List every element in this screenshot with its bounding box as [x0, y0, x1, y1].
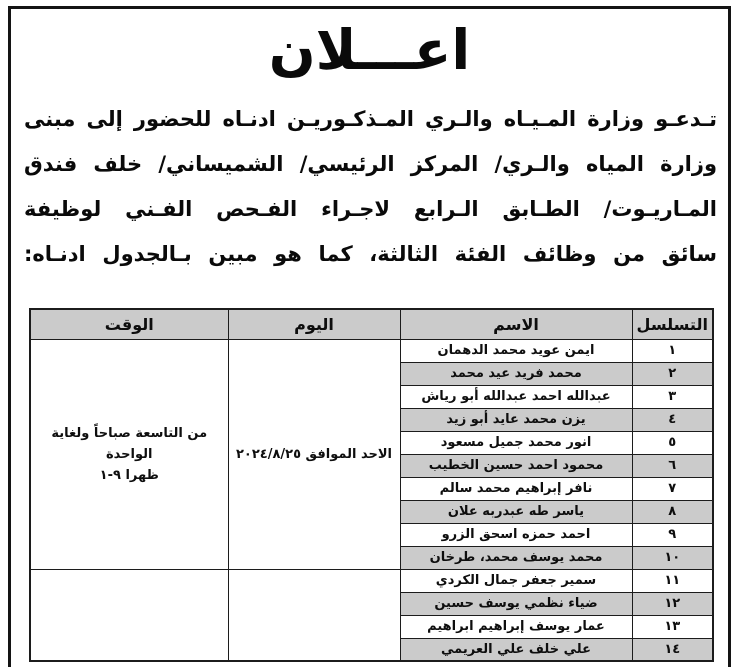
serial-cell: ١٤: [632, 638, 713, 661]
name-cell: عمار يوسف إبراهيم ابراهيم: [400, 615, 632, 638]
name-cell: ياسر طه عبدربه علان: [400, 500, 632, 523]
serial-cell: ٨: [632, 500, 713, 523]
serial-cell: ٢: [632, 362, 713, 385]
column-header-name: الاسم: [400, 309, 632, 339]
serial-cell: ١٣: [632, 615, 713, 638]
name-cell: احمد حمزه اسحق الزرو: [400, 523, 632, 546]
serial-cell: ١: [632, 339, 713, 362]
serial-cell: ٩: [632, 523, 713, 546]
announcement-title: اعـــلان: [268, 18, 471, 82]
table-row: [30, 339, 713, 362]
name-cell: عبدالله احمد عبدالله أبو رياش: [400, 385, 632, 408]
table-header-row: [30, 309, 713, 339]
serial-cell: ١٢: [632, 592, 713, 615]
serial-cell: ١٠: [632, 546, 713, 569]
serial-cell: ٥: [632, 431, 713, 454]
table-row: [30, 569, 713, 592]
time-cell: [30, 569, 228, 661]
name-cell: انور محمد جميل مسعود: [400, 431, 632, 454]
column-header-serial: التسلسل: [632, 309, 713, 339]
name-cell: محمود احمد حسين الخطيب: [400, 454, 632, 477]
name-cell: يزن محمد عايد أبو زيد: [400, 408, 632, 431]
serial-cell: ٣: [632, 385, 713, 408]
schedule-table: [29, 308, 714, 662]
intro-paragraph: [24, 97, 717, 277]
name-cell: ضياء نظمي يوسف حسين: [400, 592, 632, 615]
day-cell: [228, 569, 400, 661]
serial-cell: ٤: [632, 408, 713, 431]
intro-line: وزارة المياه والـري/ المركز الرئيسي/ الشميساني/ خلف فندق: [24, 152, 717, 176]
name-cell: ايمن عويد محمد الدهمان: [400, 339, 632, 362]
intro-line: المـاريـوت/ الطـابق الـرابع لاجـراء الفـحص الفـني لوظيفة: [24, 197, 717, 221]
serial-cell: ٧: [632, 477, 713, 500]
serial-cell: ٦: [632, 454, 713, 477]
name-cell: محمد فريد عيد محمد: [400, 362, 632, 385]
day-cell: الاحد الموافق ٢٠٢٤/٨/٢٥: [228, 339, 400, 569]
intro-line: تـدعـو وزارة المـيـاه والـري المـذكـوريـن ادنـاه للحضور إلى مبنى: [24, 107, 717, 131]
time-cell: من التاسعة صباحاً ولغاية الواحدة ظهرا ٩-١: [30, 339, 228, 569]
column-header-time: الوقت: [30, 309, 228, 339]
name-cell: علي خلف علي العريمي: [400, 638, 632, 661]
name-cell: نافر إبراهيم محمد سالم: [400, 477, 632, 500]
column-header-day: اليوم: [228, 309, 400, 339]
table-body: [30, 339, 713, 661]
name-cell: محمد يوسف محمد، طرخان: [400, 546, 632, 569]
name-cell: سمير جعفر جمال الكردي: [400, 569, 632, 592]
serial-cell: ١١: [632, 569, 713, 592]
page-frame: [8, 6, 731, 667]
intro-line: سائق من وظائف الفئة الثالثة، كما هو مبين بـالجدول ادنـاه:: [24, 242, 717, 266]
